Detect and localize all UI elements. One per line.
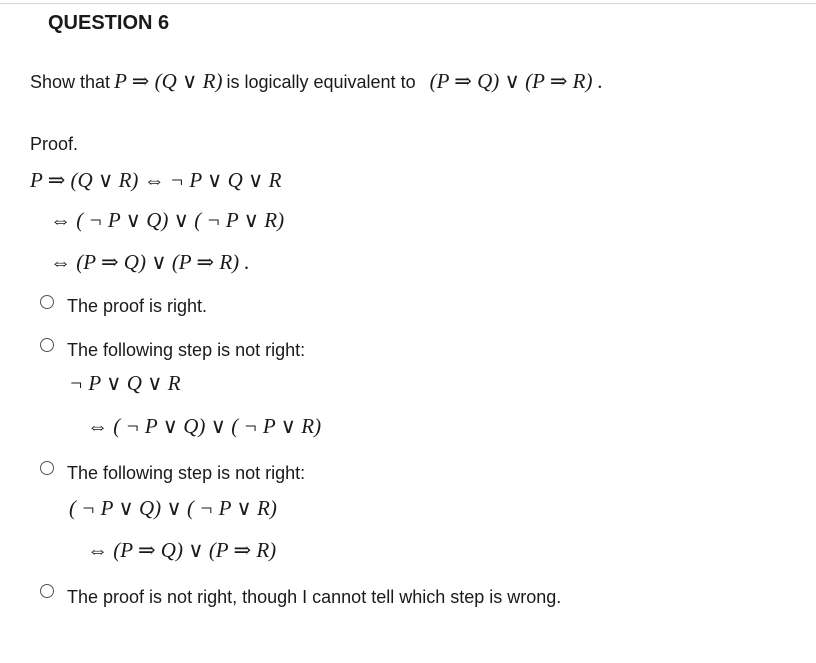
option-math-line-2: ⇔ (P ⇒ Q) ∨ (P ⇒ R)	[87, 538, 277, 562]
prompt-expression-1: P ⇒ (Q ∨ R)	[114, 69, 223, 93]
prompt-prefix: Show that	[30, 72, 111, 92]
option-label: The following step is not right:	[67, 463, 306, 483]
proof-line-2: ⇔ ( ¬ P ∨ Q) ∨ ( ¬ P ∨ R)	[50, 208, 285, 232]
question-prompt	[30, 69, 607, 94]
option-math-line-1: ¬ P ∨ Q ∨ R	[69, 371, 181, 395]
question-title: QUESTION 6	[48, 12, 170, 34]
radio-button[interactable]	[40, 338, 54, 352]
option-math-line-1: ( ¬ P ∨ Q) ∨ ( ¬ P ∨ R)	[69, 496, 277, 520]
option-math-line-2: ⇔ ( ¬ P ∨ Q) ∨ ( ¬ P ∨ R)	[87, 414, 322, 438]
prompt-expression-2: (P ⇒ Q) ∨ (P ⇒ R) .	[429, 69, 604, 93]
proof-line-1: P ⇒ (Q ∨ R) ⇔ ¬ P ∨ Q ∨ R	[30, 168, 282, 192]
radio-button[interactable]	[40, 295, 54, 309]
option-label: The following step is not right:	[67, 340, 306, 360]
top-divider	[0, 3, 816, 4]
radio-button[interactable]	[40, 584, 54, 598]
radio-button[interactable]	[40, 461, 54, 475]
option-label: The proof is not right, though I cannot tell which step is wrong.	[67, 587, 562, 607]
proof-label: Proof.	[30, 134, 79, 154]
prompt-middle: is logically equivalent to	[226, 72, 416, 92]
option-label: The proof is right.	[67, 296, 208, 316]
proof-line-3: ⇔ (P ⇒ Q) ∨ (P ⇒ R) .	[50, 250, 250, 274]
